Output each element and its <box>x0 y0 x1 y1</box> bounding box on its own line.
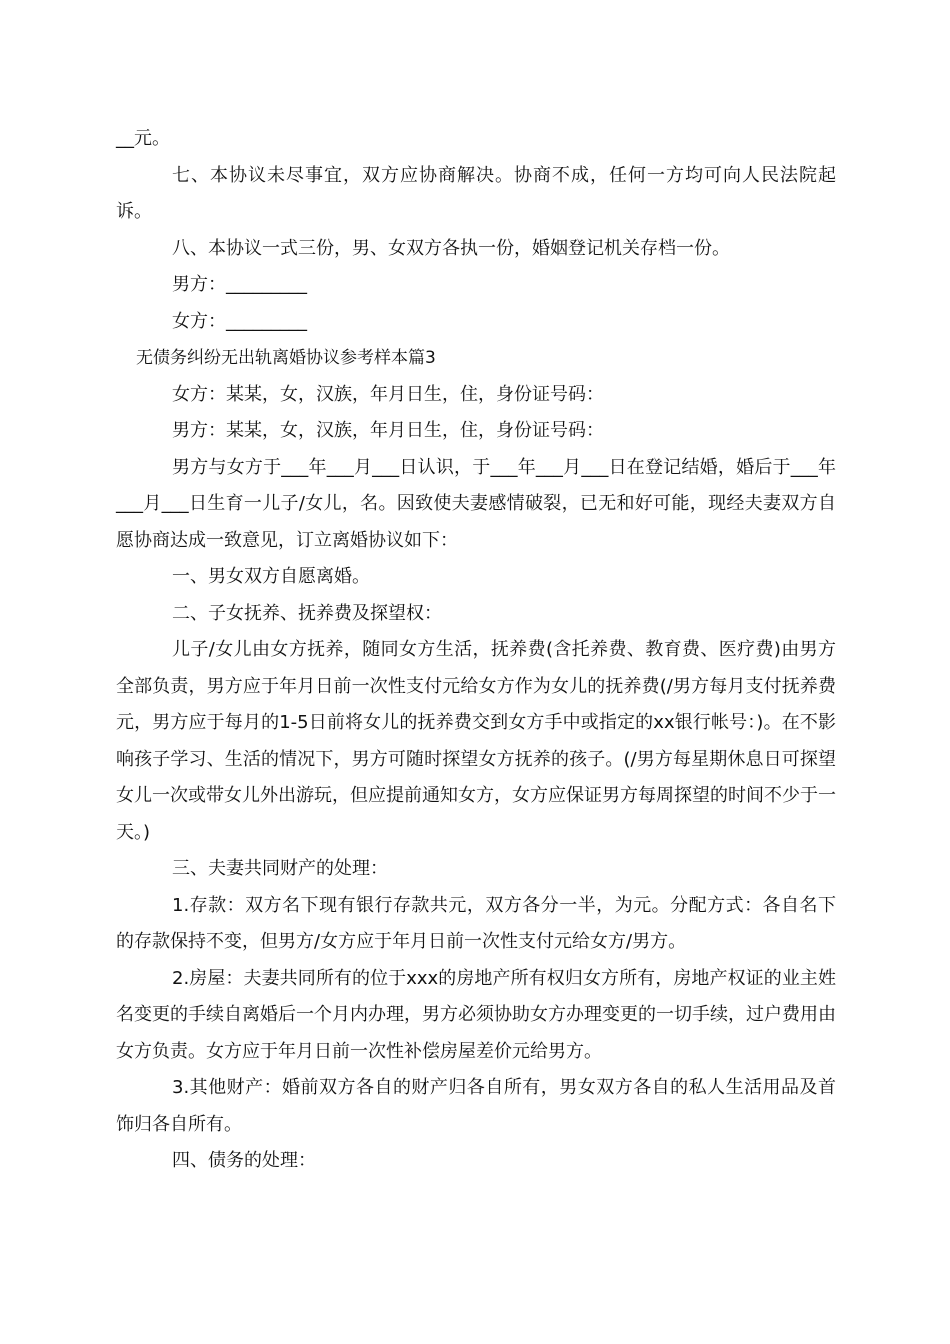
paragraph-other-property: 3.其他财产：婚前双方各自的财产归各自所有，男女双方各自的私人生活用品及首饰归各自所有。 <box>116 1077 836 1135</box>
paragraph-clause-2-heading: 二、子女抚养、抚养费及探望权： <box>172 602 442 624</box>
signature-line-wife: 女方：_________ <box>172 310 307 332</box>
signature-line-husband: 男方：_________ <box>172 274 307 295</box>
paragraph-amount-tail: __元。 <box>116 128 170 149</box>
document-body <box>116 121 836 1180</box>
paragraph-clause-4-heading: 四、债务的处理： <box>172 1150 316 1171</box>
paragraph-husband-info: 男方：某某，女，汉族，年月日生，住，身份证号码： <box>172 420 604 441</box>
paragraph-deposits: 1.存款：双方名下现有银行存款共元，双方各分一半，为元。分配方式：各自名下的存款保持不变，但男方/女方应于年月日前一次性支付元给女方/男方。 <box>116 894 836 952</box>
paragraph-clause-7: 七、本协议未尽事宜，双方应协商解决。协商不成，任何一方均可向人民法院起诉。 <box>116 164 836 222</box>
paragraph-clause-3-heading: 三、夫妻共同财产的处理： <box>172 858 388 879</box>
paragraph-clause-8: 八、本协议一式三份，男、女双方各执一份，婚姻登记机关存档一份。 <box>172 237 730 259</box>
paragraph-marriage-background: 男方与女方于___年___月___日认识，于___年___月___日在登记结婚，婚后于___年___月___日生育一儿子/女儿，名。因致使夫妻感情破裂，已无和好可能，现经夫妻双方自愿协商达成一致意见，订立离婚协议如下： <box>116 456 836 551</box>
paragraph-child-support: 儿子/女儿由女方抚养，随同女方生活，抚养费(含托养费、教育费、医疗费)由男方全部负责，男方应于年月日前一次性支付元给女方作为女儿的抚养费(/男方每月支付抚养费元，男方应于每月的1-5日前将女儿的抚养费交到女方手中或指定的xx银行帐号：)。在不影响孩子学习、生活的情况下，男方可随时探望女方抚养的孩子。(/男方每星期休息日可探望女儿一次或带女儿外出游玩，但应提前通知女方，女方应保证男方每周探望的时间不少于一天。) <box>116 639 836 843</box>
paragraph-clause-1: 一、男女双方自愿离婚。 <box>172 566 370 587</box>
paragraph-wife-info: 女方：某某，女，汉族，年月日生，住，身份证号码： <box>172 383 604 405</box>
paragraph-house: 2.房屋：夫妻共同所有的位于xxx的房地产所有权归女方所有，房地产权证的业主姓名变更的手续自离婚后一个月内办理，男方必须协助女方办理变更的一切手续，过户费用由女方负责。女方应于年月日前一次性补偿房屋差价元给男方。 <box>116 967 836 1062</box>
section-title: 无债务纠纷无出轨离婚协议参考样本篇3 <box>136 348 436 368</box>
